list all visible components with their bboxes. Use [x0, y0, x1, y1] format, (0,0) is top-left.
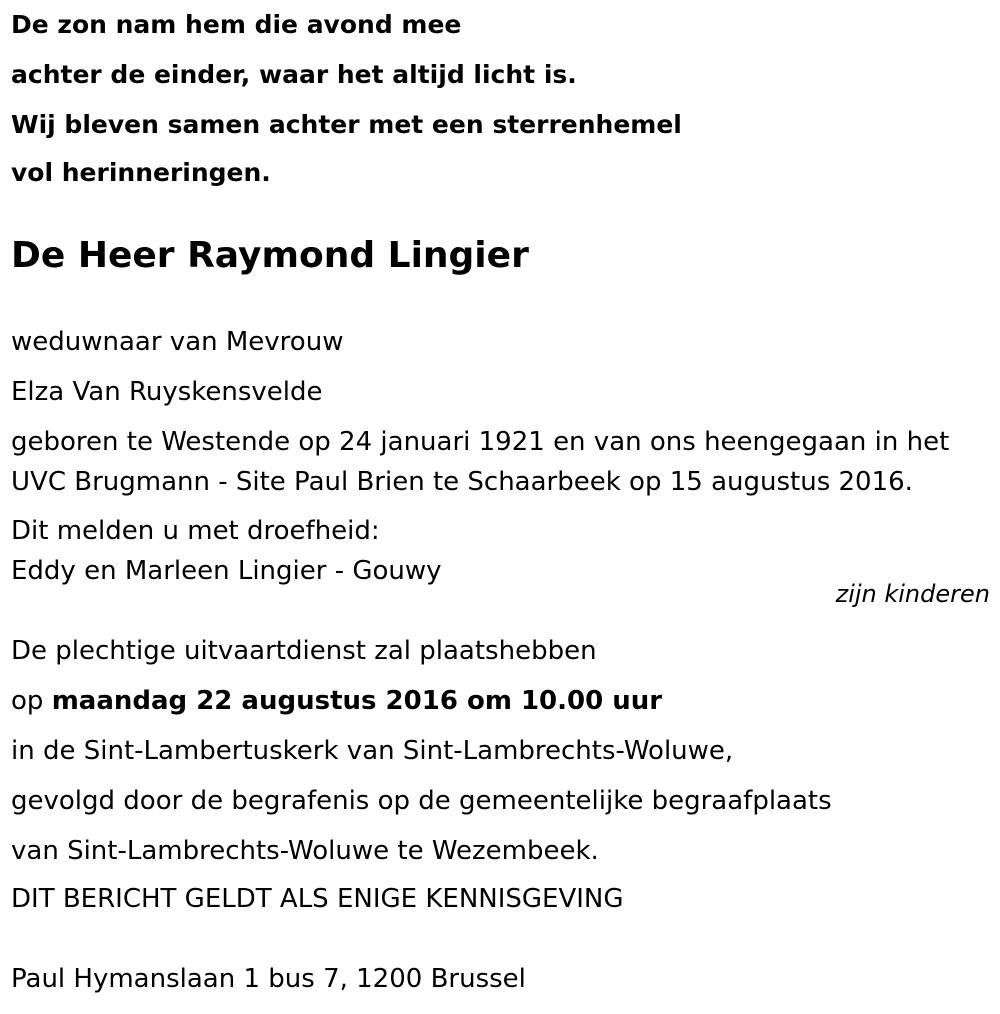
poem-line-4: vol herinneringen.	[11, 158, 271, 187]
ceremony-line-2-prefix: op	[11, 686, 52, 716]
ceremony-line-2	[11, 686, 662, 716]
ceremony-datetime: maandag 22 augustus 2016 om 10.00 uur	[51, 686, 663, 716]
ceremony-line-1: De plechtige uitvaartdienst zal plaatshebben	[11, 636, 597, 666]
widower-line-2: Elza Van Ruyskensvelde	[11, 377, 323, 407]
announcement-intro: Dit melden u met droefheid:	[11, 516, 380, 546]
poem-line-2: achter de einder, waar het altijd licht is.	[11, 60, 577, 89]
notice-line: DIT BERICHT GELDT ALS ENIGE KENNISGEVING	[11, 884, 624, 914]
ceremony-line-3: in de Sint-Lambertuskerk van Sint-Lambrechts-Woluwe,	[11, 736, 734, 766]
announcement-relation: zijn kinderen	[835, 580, 990, 608]
poem-line-3: Wij bleven samen achter met een sterrenhemel	[11, 110, 682, 139]
birth-line-2: UVC Brugmann - Site Paul Brien te Schaarbeek op 15 augustus 2016.	[11, 467, 913, 497]
ceremony-line-4: gevolgd door de begrafenis op de gemeentelijke begraafplaats	[11, 786, 832, 816]
address-line: Paul Hymanslaan 1 bus 7, 1200 Brussel	[11, 964, 526, 994]
poem-line-1: De zon nam hem die avond mee	[11, 10, 462, 39]
birth-line-1: geboren te Westende op 24 januari 1921 en van ons heengegaan in het	[11, 427, 950, 457]
announcement-family: Eddy en Marleen Lingier - Gouwy	[11, 556, 442, 586]
deceased-name: De Heer Raymond Lingier	[11, 235, 529, 276]
widower-line-1: weduwnaar van Mevrouw	[11, 327, 344, 357]
ceremony-line-5: van Sint-Lambrechts-Woluwe te Wezembeek.	[11, 836, 599, 866]
